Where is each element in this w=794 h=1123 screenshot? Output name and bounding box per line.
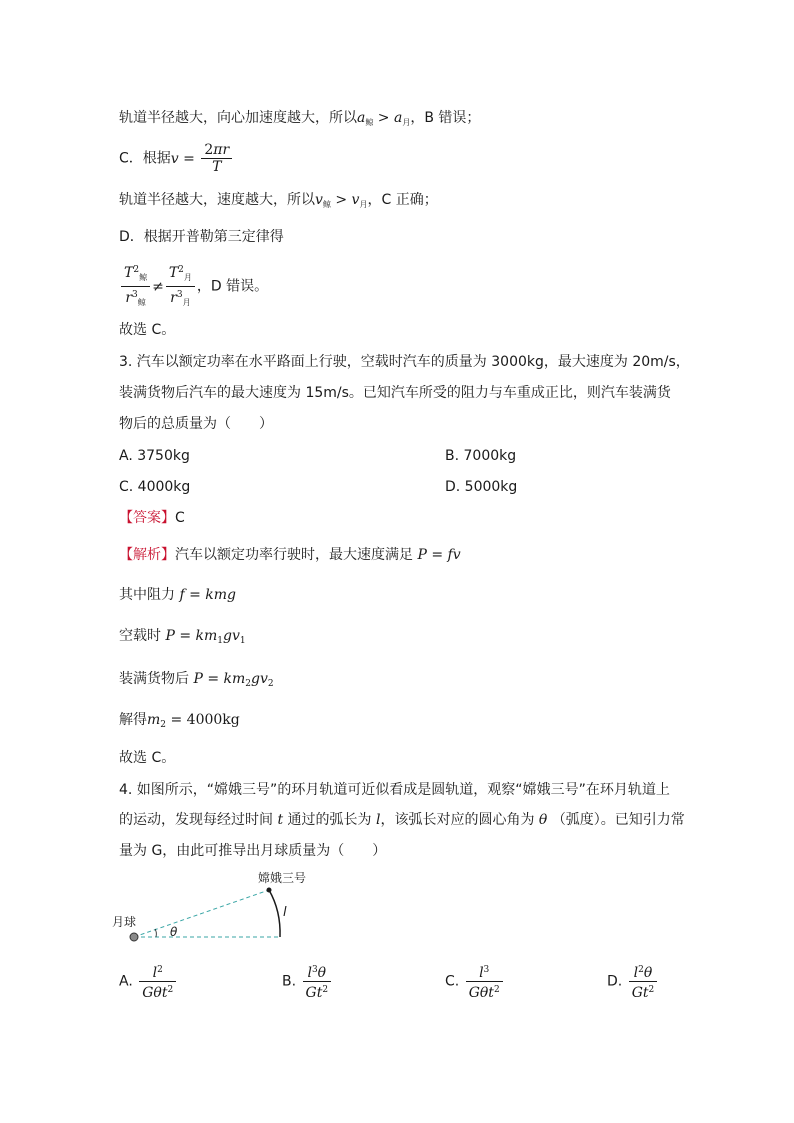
formula-v-compare: $v_鲸 > v_月$ bbox=[315, 192, 368, 209]
q3-conclusion: 故选 C。 bbox=[119, 750, 176, 766]
formula-P-km1gv1: $P = km_1gv_1$ bbox=[161, 628, 246, 646]
probe-label: 嫦娥三号 bbox=[258, 871, 307, 885]
angle-arc bbox=[155, 929, 156, 937]
q3-analysis-2: 其中阻力 f = kmg bbox=[119, 587, 236, 603]
text-line-6: 故选 C。 bbox=[119, 322, 176, 338]
formula-m2: $m_2$ = bbox=[147, 712, 183, 730]
text-line-2: C．根据v = $\frac{2\pi r}{T}$ bbox=[119, 142, 234, 175]
formula-f-kmg: f = kmg bbox=[175, 587, 236, 603]
q4-stem-line-3: 量为 G，由此可推导出月球质量为（ ） bbox=[119, 843, 387, 859]
orbit-arc bbox=[269, 890, 280, 937]
q4-option-a: A. $\frac{l^2}{G\theta t^2}$ bbox=[119, 962, 178, 1001]
text-line-4: D．根据开普勒第三定律得 bbox=[119, 229, 284, 245]
q4-option-d: D. $\frac{l^2\theta}{Gt^2}$ bbox=[607, 962, 659, 1001]
formula-kepler: $\frac{T^2_鲸}{r^3_鲸}$ ≠ $\frac{T^2_月}{r^3_月}$ bbox=[119, 279, 197, 295]
q3-option-d: D. 5000kg bbox=[445, 479, 518, 495]
formula-a-compare: $a_鲸 > a_月$ bbox=[357, 110, 411, 127]
radius-line-probe bbox=[134, 890, 269, 937]
q4-stem-line-1: 4. 如图所示，“嫦娥三号”的环月轨道可近似看成是圆轨道，观察“嫦娥三号”在环月轨道上 bbox=[119, 782, 670, 798]
orbit-diagram bbox=[112, 866, 332, 948]
formula-v-2pir-T: v = $\frac{2\pi r}{T}$ bbox=[171, 151, 234, 167]
moon-dot bbox=[130, 933, 138, 941]
arc-length-label: l bbox=[283, 905, 287, 920]
q3-analysis-3: 空载时 $P = km_1gv_1$ bbox=[119, 628, 246, 646]
q3-stem-line-1: 3. 汽车以额定功率在水平路面上行驶，空载时汽车的质量为 3000kg，最大速度为 20m/s， bbox=[119, 354, 690, 370]
q3-option-a: A. 3750kg bbox=[119, 448, 190, 464]
q3-option-b: B. 7000kg bbox=[445, 448, 517, 464]
angle-label: θ bbox=[170, 925, 178, 939]
q3-answer: 【答案】C bbox=[119, 510, 185, 526]
formula-P-km2gv2: $P = km_2gv_2$ bbox=[189, 671, 274, 689]
text-line-3: 轨道半径越大，速度越大，所以$v_鲸 > v_月$，C 正确； bbox=[119, 192, 438, 209]
analysis-tag: 【解析】 bbox=[119, 547, 175, 563]
text-line-5: $\frac{T^2_鲸}{r^3_鲸}$ ≠ $\frac{T^2_月}{r^3_月}$ ，D 错误。 bbox=[119, 262, 268, 311]
q3-analysis-4: 装满货物后 $P = km_2gv_2$ bbox=[119, 671, 274, 689]
text-line-1: 轨道半径越大，向心加速度越大，所以$a_鲸 > a_月$，B 错误； bbox=[119, 110, 481, 127]
q3-analysis-5: 解得$m_2 = 4000kg$ bbox=[119, 712, 240, 730]
probe-dot bbox=[267, 888, 272, 893]
q4-stem-line-2: 的运动，发现每经过时间 t 通过的弧长为 l，该弧长对应的圆心角为 θ （弧度）。已知引力常 bbox=[119, 812, 685, 828]
q3-stem-line-2: 装满货物后汽车的最大速度为 15m/s。已知汽车所受的阻力与车重成正比，则汽车装满货 bbox=[119, 385, 671, 401]
q3-analysis-1: 【解析】汽车以额定功率行驶时，最大速度满足 P = fv bbox=[119, 547, 461, 563]
q3-stem-line-3: 物后的总质量为（ ） bbox=[119, 416, 273, 432]
q3-option-c: C. 4000kg bbox=[119, 479, 191, 495]
moon-label: 月球 bbox=[112, 915, 137, 929]
q4-option-b: B. $\frac{l^3\theta}{Gt^2}$ bbox=[282, 962, 333, 1001]
answer-tag: 【答案】 bbox=[119, 510, 175, 526]
q4-option-c: C. $\frac{l^3}{G\theta t^2}$ bbox=[445, 962, 505, 1001]
formula-P-fv: P = fv bbox=[413, 547, 461, 563]
